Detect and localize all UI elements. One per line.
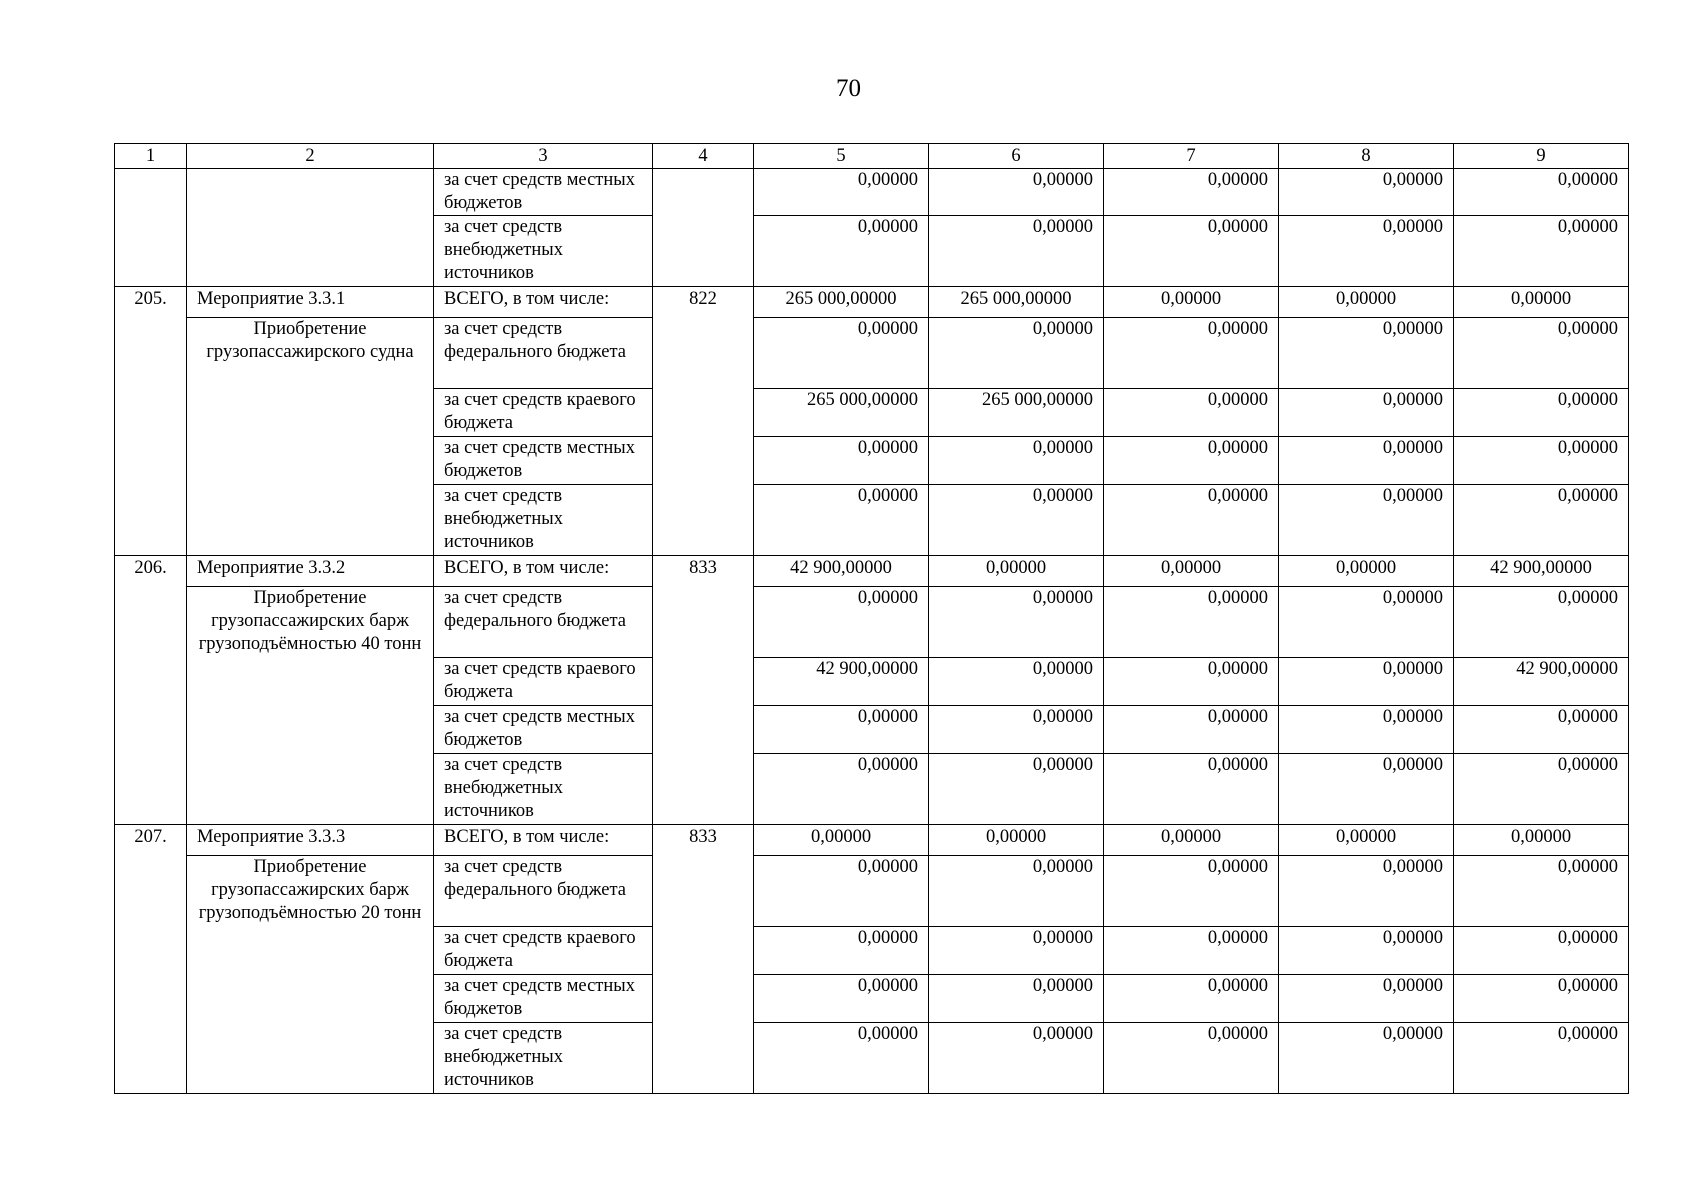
value-cell: 0,00000 xyxy=(754,169,929,216)
funding-source: за счет средств краевого бюджета xyxy=(434,927,653,975)
value-cell: 0,00000 xyxy=(1279,706,1454,754)
funding-source: за счет средств внебюджетных источников xyxy=(434,216,653,287)
header-cell: 5 xyxy=(754,144,929,169)
measure-total-row xyxy=(115,556,1629,587)
value-cell: 0,00000 xyxy=(1279,318,1454,389)
funding-source: за счет средств краевого бюджета xyxy=(434,389,653,437)
value-cell: 0,00000 xyxy=(1279,216,1454,287)
value-cell: 0,00000 xyxy=(1104,485,1279,556)
value-cell: 0,00000 xyxy=(1454,169,1629,216)
value-cell: 0,00000 xyxy=(929,856,1104,927)
value-cell: 0,00000 xyxy=(929,437,1104,485)
value-cell: 0,00000 xyxy=(1454,975,1629,1023)
value-cell: 0,00000 xyxy=(1104,706,1279,754)
measure-description: Приобретение грузопассажирского судна xyxy=(187,318,434,556)
budget-code: 833 xyxy=(653,825,754,1094)
empty-cell xyxy=(653,169,754,287)
value-cell: 0,00000 xyxy=(1454,437,1629,485)
value-cell: 0,00000 xyxy=(1104,754,1279,825)
value-cell: 0,00000 xyxy=(1454,587,1629,658)
value-cell: 0,00000 xyxy=(754,318,929,389)
funding-source: за счет средств внебюджетных источников xyxy=(434,485,653,556)
total-value: 0,00000 xyxy=(1104,287,1279,318)
value-cell: 0,00000 xyxy=(754,216,929,287)
value-cell: 42 900,00000 xyxy=(754,658,929,706)
value-cell: 0,00000 xyxy=(1454,856,1629,927)
total-label: ВСЕГО, в том числе: xyxy=(434,287,653,318)
value-cell: 0,00000 xyxy=(929,1023,1104,1094)
value-cell: 0,00000 xyxy=(929,658,1104,706)
value-cell: 0,00000 xyxy=(754,856,929,927)
value-cell: 0,00000 xyxy=(929,587,1104,658)
header-cell: 9 xyxy=(1454,144,1629,169)
value-cell: 0,00000 xyxy=(1104,1023,1279,1094)
header-cell: 4 xyxy=(653,144,754,169)
empty-cell xyxy=(187,169,434,287)
header-cell: 1 xyxy=(115,144,187,169)
value-cell: 0,00000 xyxy=(1279,437,1454,485)
header-cell: 8 xyxy=(1279,144,1454,169)
header-cell: 7 xyxy=(1104,144,1279,169)
value-cell: 0,00000 xyxy=(754,927,929,975)
empty-cell xyxy=(115,169,187,287)
total-value: 265 000,00000 xyxy=(754,287,929,318)
funding-source: за счет средств местных бюджетов xyxy=(434,706,653,754)
measure-title: Мероприятие 3.3.1 xyxy=(187,287,434,318)
value-cell: 0,00000 xyxy=(1104,927,1279,975)
total-value: 42 900,00000 xyxy=(1454,556,1629,587)
value-cell: 0,00000 xyxy=(1279,754,1454,825)
value-cell: 0,00000 xyxy=(754,485,929,556)
budget-table xyxy=(114,143,1629,1094)
total-value: 0,00000 xyxy=(1454,287,1629,318)
total-value: 0,00000 xyxy=(1454,825,1629,856)
value-cell: 0,00000 xyxy=(1454,706,1629,754)
value-cell: 0,00000 xyxy=(929,975,1104,1023)
budget-code: 833 xyxy=(653,556,754,825)
value-cell: 0,00000 xyxy=(1279,658,1454,706)
value-cell: 0,00000 xyxy=(1279,1023,1454,1094)
value-cell: 0,00000 xyxy=(1279,587,1454,658)
value-cell: 0,00000 xyxy=(1104,389,1279,437)
funding-source: за счет средств федерального бюджета xyxy=(434,587,653,658)
page-number: 70 xyxy=(836,75,861,102)
measure-total-row xyxy=(115,825,1629,856)
value-cell: 0,00000 xyxy=(1454,485,1629,556)
value-cell: 0,00000 xyxy=(929,754,1104,825)
value-cell: 0,00000 xyxy=(1454,1023,1629,1094)
value-cell: 0,00000 xyxy=(1454,389,1629,437)
value-cell: 0,00000 xyxy=(929,216,1104,287)
total-value: 0,00000 xyxy=(1279,287,1454,318)
value-cell: 0,00000 xyxy=(929,169,1104,216)
funding-source: за счет средств внебюджетных источников xyxy=(434,754,653,825)
total-value: 0,00000 xyxy=(1279,556,1454,587)
value-cell: 0,00000 xyxy=(1104,318,1279,389)
total-value: 0,00000 xyxy=(1104,825,1279,856)
header-cell: 3 xyxy=(434,144,653,169)
value-cell: 0,00000 xyxy=(1279,856,1454,927)
value-cell: 0,00000 xyxy=(1454,754,1629,825)
value-cell: 0,00000 xyxy=(1279,169,1454,216)
funding-source: за счет средств местных бюджетов xyxy=(434,437,653,485)
value-cell: 0,00000 xyxy=(754,754,929,825)
measure-description: Приобретение грузопассажирских барж грузоподъёмностью 40 тонн xyxy=(187,587,434,825)
funding-source: за счет средств федерального бюджета xyxy=(434,856,653,927)
header-row xyxy=(115,144,1629,169)
value-cell: 265 000,00000 xyxy=(754,389,929,437)
row-number: 205. xyxy=(115,287,187,556)
table-row xyxy=(115,169,1629,216)
value-cell: 0,00000 xyxy=(754,706,929,754)
value-cell: 0,00000 xyxy=(1104,587,1279,658)
measure-total-row xyxy=(115,287,1629,318)
value-cell: 0,00000 xyxy=(929,706,1104,754)
measure-description: Приобретение грузопассажирских барж грузоподъёмностью 20 тонн xyxy=(187,856,434,1094)
header-cell: 2 xyxy=(187,144,434,169)
measure-title: Мероприятие 3.3.3 xyxy=(187,825,434,856)
measure-title: Мероприятие 3.3.2 xyxy=(187,556,434,587)
value-cell: 0,00000 xyxy=(1104,216,1279,287)
value-cell: 0,00000 xyxy=(1104,975,1279,1023)
total-value: 0,00000 xyxy=(929,825,1104,856)
header-cell: 6 xyxy=(929,144,1104,169)
value-cell: 0,00000 xyxy=(754,587,929,658)
table-row xyxy=(115,318,1629,389)
value-cell: 265 000,00000 xyxy=(929,389,1104,437)
funding-source: за счет средств краевого бюджета xyxy=(434,658,653,706)
table-row xyxy=(115,587,1629,658)
value-cell: 0,00000 xyxy=(754,1023,929,1094)
value-cell: 0,00000 xyxy=(1454,927,1629,975)
value-cell: 0,00000 xyxy=(1104,856,1279,927)
total-label: ВСЕГО, в том числе: xyxy=(434,825,653,856)
value-cell: 0,00000 xyxy=(929,318,1104,389)
value-cell: 0,00000 xyxy=(1454,216,1629,287)
funding-source: за счет средств внебюджетных источников xyxy=(434,1023,653,1094)
value-cell: 0,00000 xyxy=(1104,437,1279,485)
value-cell: 0,00000 xyxy=(1454,318,1629,389)
budget-code: 822 xyxy=(653,287,754,556)
total-value: 0,00000 xyxy=(754,825,929,856)
value-cell: 0,00000 xyxy=(754,437,929,485)
table-row xyxy=(115,856,1629,927)
total-value: 42 900,00000 xyxy=(754,556,929,587)
value-cell: 0,00000 xyxy=(1279,485,1454,556)
funding-source: за счет средств местных бюджетов xyxy=(434,169,653,216)
row-number: 207. xyxy=(115,825,187,1094)
total-value: 0,00000 xyxy=(1279,825,1454,856)
total-value: 0,00000 xyxy=(929,556,1104,587)
value-cell: 0,00000 xyxy=(929,927,1104,975)
value-cell: 0,00000 xyxy=(1279,927,1454,975)
funding-source: за счет средств федерального бюджета xyxy=(434,318,653,389)
value-cell: 0,00000 xyxy=(1279,389,1454,437)
total-value: 0,00000 xyxy=(1104,556,1279,587)
funding-source: за счет средств местных бюджетов xyxy=(434,975,653,1023)
value-cell: 0,00000 xyxy=(1104,658,1279,706)
value-cell: 0,00000 xyxy=(929,485,1104,556)
value-cell: 0,00000 xyxy=(1104,169,1279,216)
value-cell: 42 900,00000 xyxy=(1454,658,1629,706)
total-value: 265 000,00000 xyxy=(929,287,1104,318)
total-label: ВСЕГО, в том числе: xyxy=(434,556,653,587)
row-number: 206. xyxy=(115,556,187,825)
value-cell: 0,00000 xyxy=(1279,975,1454,1023)
value-cell: 0,00000 xyxy=(754,975,929,1023)
